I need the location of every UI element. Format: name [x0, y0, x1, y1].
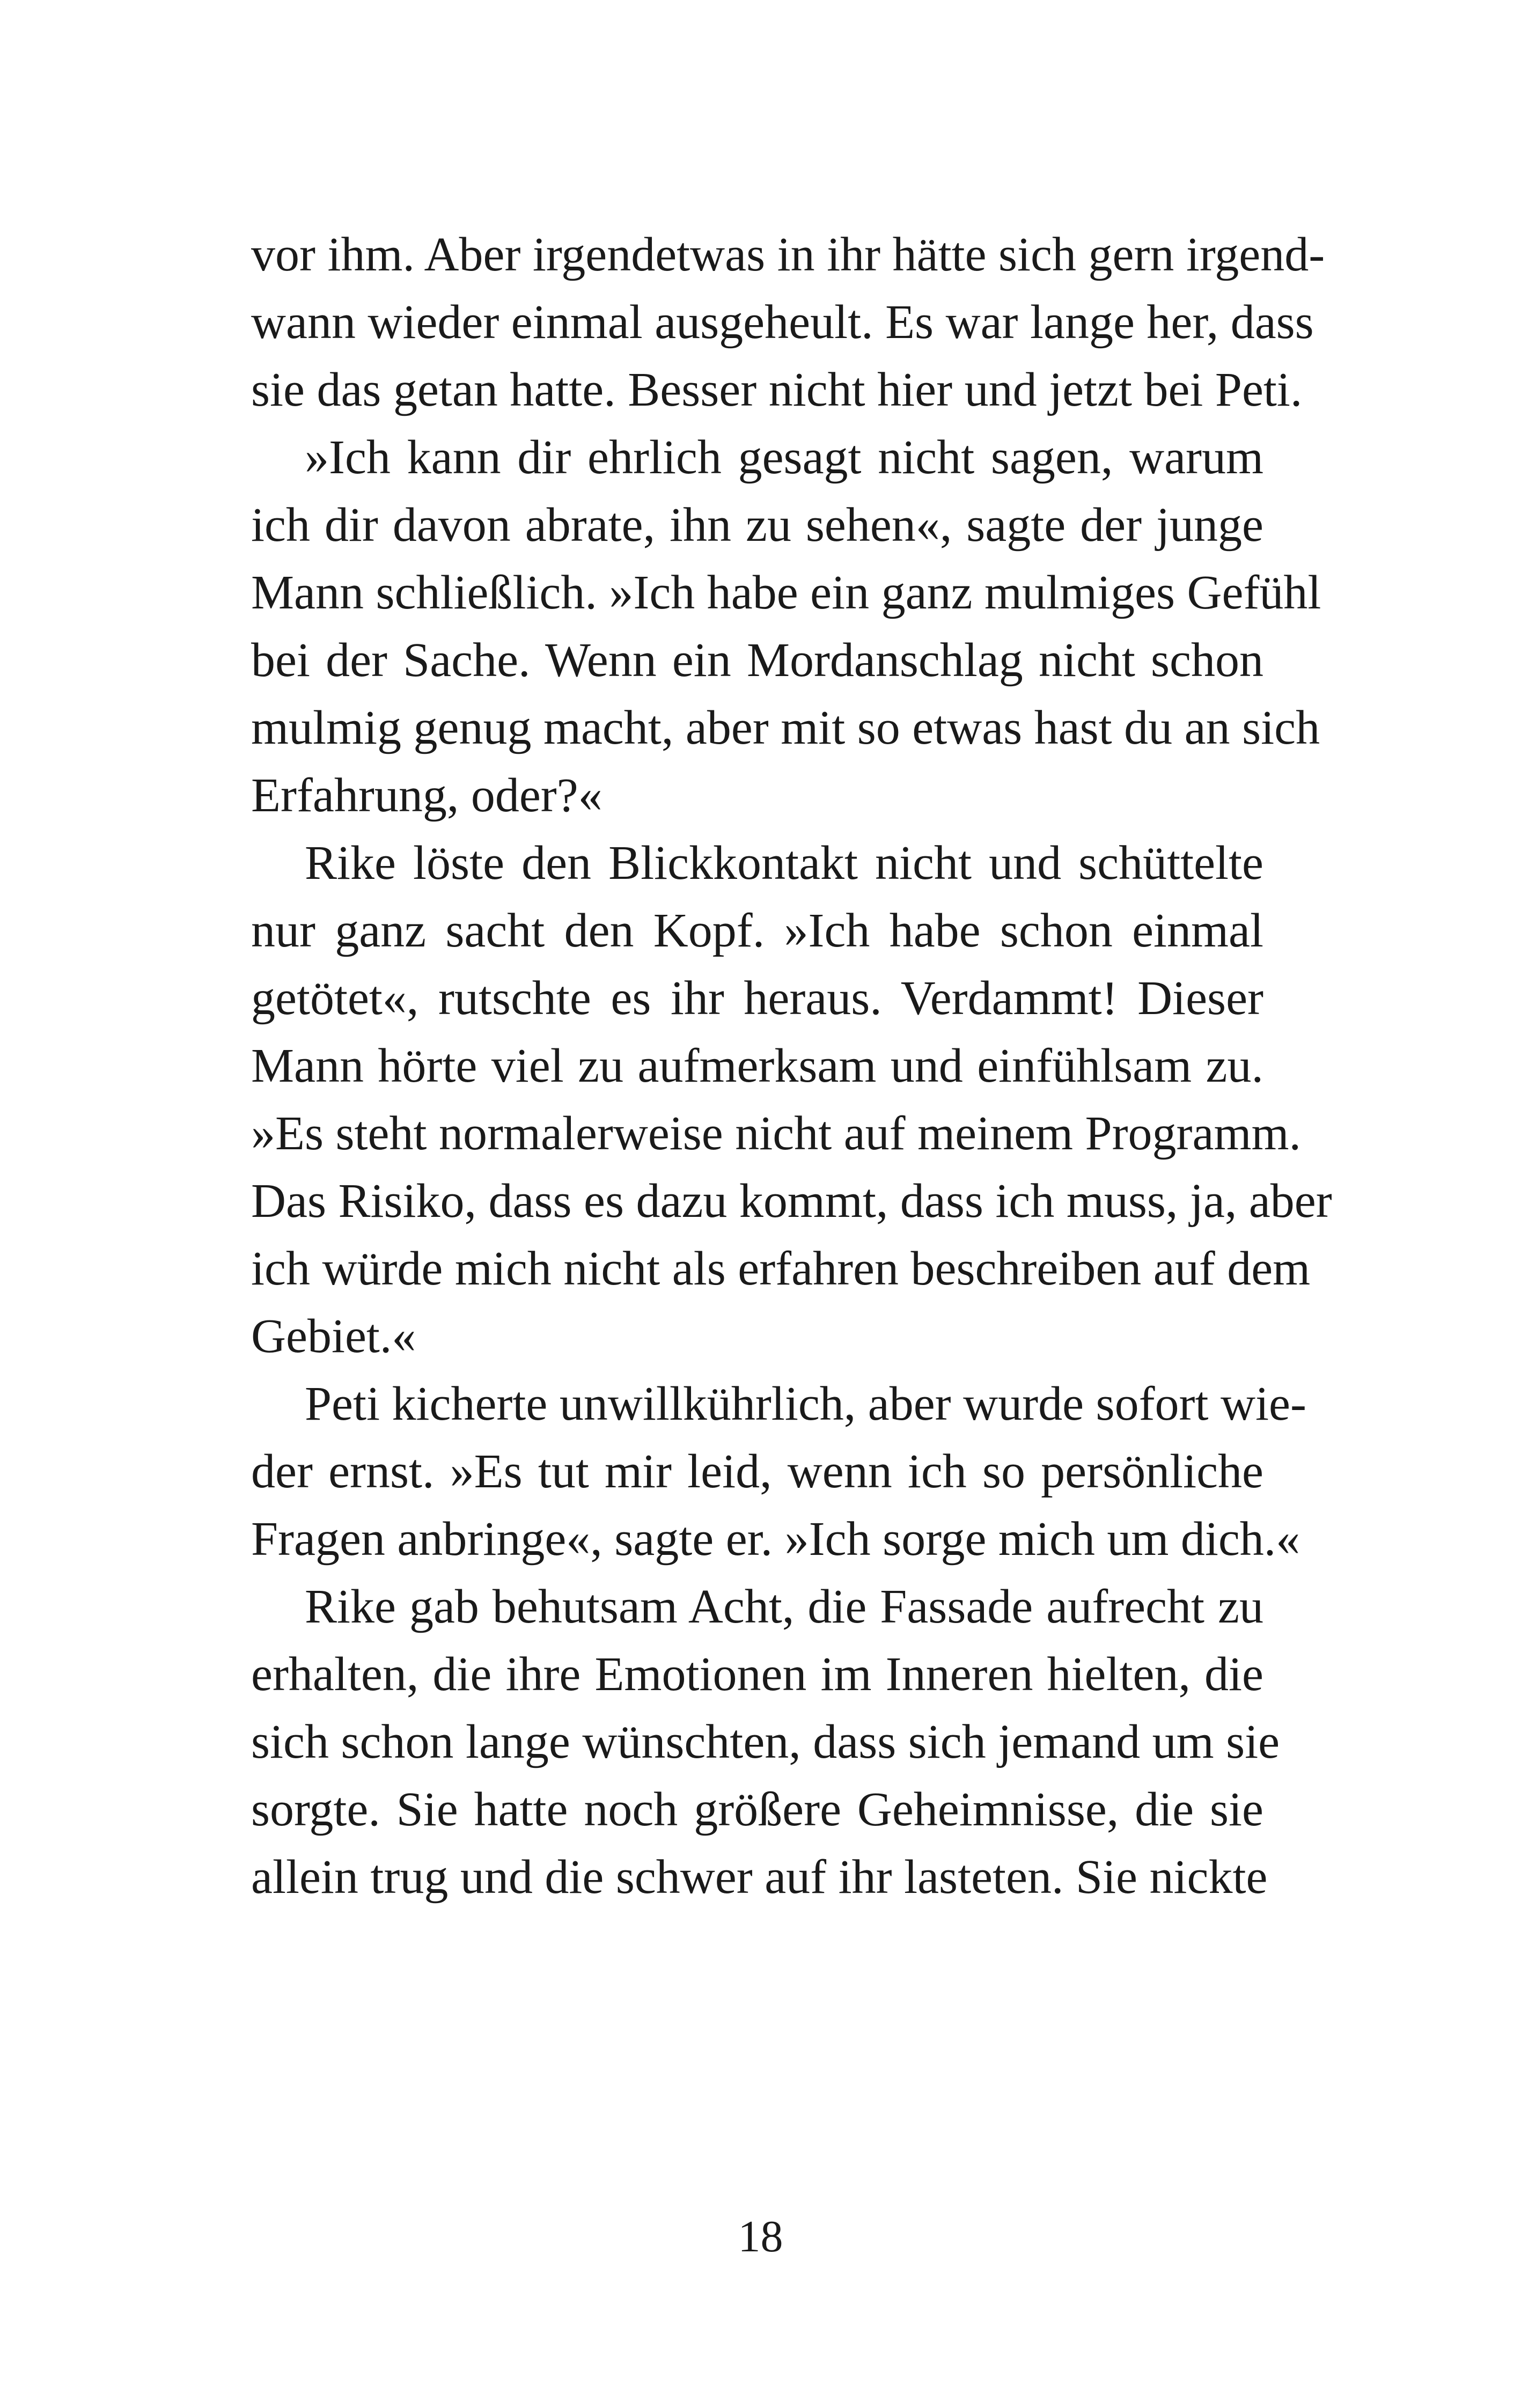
text-line: Fragen anbringe«, sagte er. »Ich sorge mich um dich.« — [251, 1513, 1300, 1566]
text-line: Rike löste den Blickkontakt nicht und schüttelte — [305, 836, 1263, 890]
text-line: getötet«, rutschte es ihr heraus. Verdammt! Dieser — [251, 972, 1263, 1025]
text-line: »Es steht normalerweise nicht auf meinem Programm. — [251, 1107, 1301, 1160]
text-line: Rike gab behutsam Acht, die Fassade aufrecht zu — [305, 1580, 1263, 1633]
text-line: Das Risiko, dass es dazu kommt, dass ich muss, ja, aber — [251, 1174, 1332, 1228]
page-number: 18 — [738, 2212, 783, 2262]
text-line: mulmig genug macht, aber mit so etwas hast du an sich — [251, 701, 1320, 754]
text-line: vor ihm. Aber irgendetwas in ihr hätte sich gern irgend- — [251, 228, 1325, 281]
text-line: allein trug und die schwer auf ihr lasteten. Sie nickte — [251, 1851, 1268, 1904]
text-line: erhalten, die ihre Emotionen im Inneren hielten, die — [251, 1648, 1263, 1701]
text-line: sie das getan hatte. Besser nicht hier und jetzt bei Peti. — [251, 363, 1303, 416]
text-line: Gebiet.« — [251, 1310, 416, 1363]
text-line: ich würde mich nicht als erfahren beschreiben auf dem — [251, 1242, 1311, 1295]
text-line: Mann hörte viel zu aufmerksam und einfühlsam zu. — [251, 1039, 1263, 1092]
text-line: Erfahrung, oder?« — [251, 769, 602, 822]
text-line: sorgte. Sie hatte noch größere Geheimnisse, die sie — [251, 1783, 1263, 1836]
text-line: Mann schließlich. »Ich habe ein ganz mulmiges Gefühl — [251, 566, 1321, 619]
text-line: ich dir davon abrate, ihn zu sehen«, sagte der junge — [251, 498, 1263, 552]
text-line: »Ich kann dir ehrlich gesagt nicht sagen, warum — [305, 431, 1263, 484]
text-line: sich schon lange wünschten, dass sich jemand um sie — [251, 1715, 1280, 1768]
body-text — [251, 221, 1332, 1911]
text-line: Peti kicherte unwillkührlich, aber wurde sofort wie- — [305, 1377, 1306, 1430]
text-line: wann wieder einmal ausgeheult. Es war lange her, dass — [251, 296, 1314, 349]
text-line: bei der Sache. Wenn ein Mordanschlag nicht schon — [251, 634, 1263, 687]
text-line: der ernst. »Es tut mir leid, wenn ich so persönliche — [251, 1445, 1263, 1498]
text-line: nur ganz sacht den Kopf. »Ich habe schon einmal — [251, 904, 1263, 957]
